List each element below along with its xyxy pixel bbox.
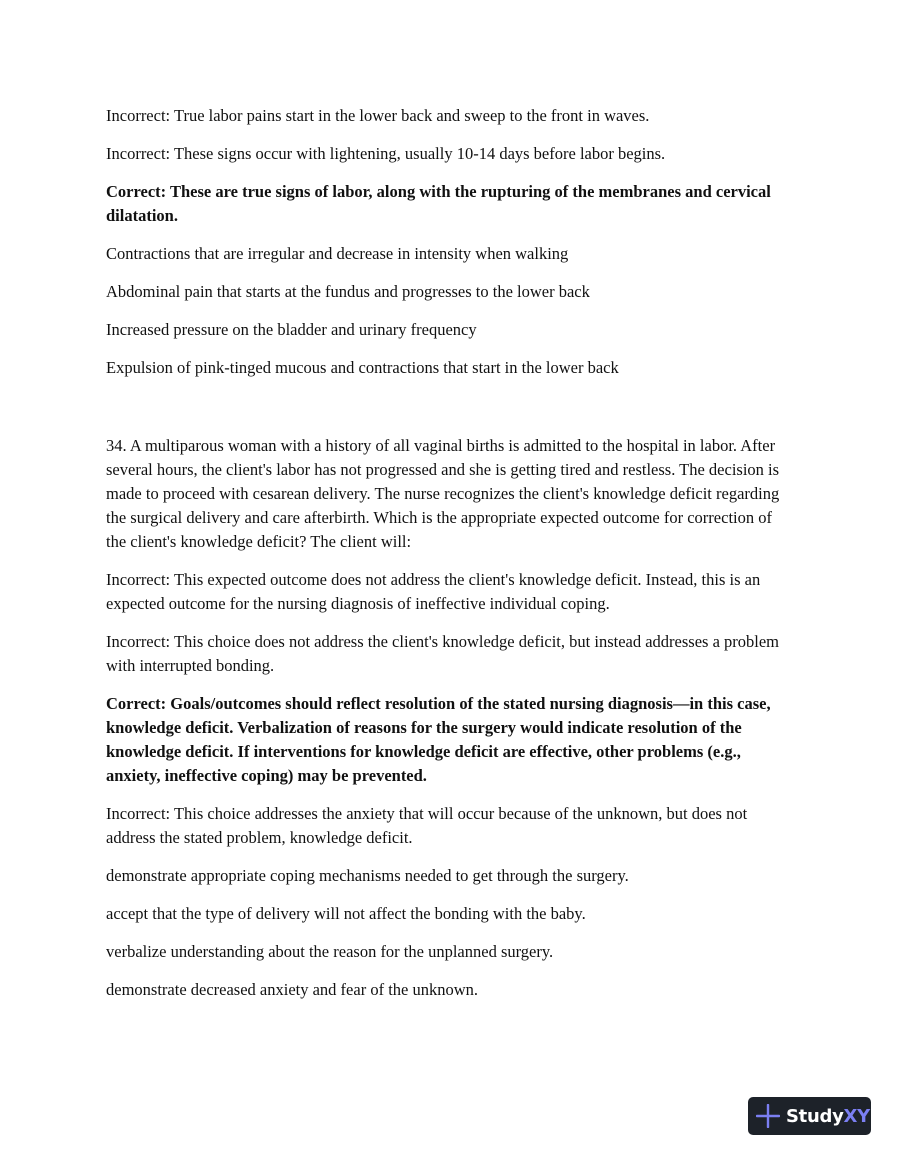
rationale-correct-knowledge-deficit: Correct: Goals/outcomes should reflect resolution of the stated nursing diagnosis—in this case, knowledge deficit. Verbalization of reasons for the surgery would indicate resolution of the knowledge deficit. If interventions for knowledge deficit are effective, other problems (e.g., anxiety, ineffective coping) may be prevented. bbox=[106, 694, 771, 785]
option-irregular-contractions: Contractions that are irregular and decrease in intensity when walking bbox=[106, 244, 569, 263]
answer-block-previous bbox=[106, 104, 796, 380]
rationale-interrupted-bonding: Incorrect: This choice does not address the client's knowledge deficit, but instead addresses a problem with interrupted bonding. bbox=[106, 632, 780, 675]
logo-text-xy: XY bbox=[843, 1105, 870, 1127]
logo-wordmark bbox=[786, 1106, 870, 1127]
rationale-true-labor-pains: Incorrect: True labor pains start in the lower back and sweep to the front in waves. bbox=[106, 106, 650, 125]
question-34-block bbox=[106, 434, 796, 1002]
question-34-stem: 34. A multiparous woman with a history of all vaginal births is admitted to the hospital in labor. After several hours, the client's labor has not progressed and she is getting tired and restless. The decision is made to proceed with cesarean delivery. The nurse recognizes the client's knowledge deficit regarding the surgical delivery and care afterbirth. Which is the appropriate expected outcome for correction of the client's knowledge deficit? The client will: bbox=[106, 436, 780, 551]
rationale-ineffective-coping: Incorrect: This expected outcome does not address the client's knowledge deficit. Instead, this is an expected outcome for the nursing diagnosis of ineffective individual coping. bbox=[106, 570, 761, 613]
studyxy-logo[interactable] bbox=[748, 1097, 871, 1135]
rationale-anxiety: Incorrect: This choice addresses the anxiety that will occur because of the unknown, but does not address the stated problem, knowledge deficit. bbox=[106, 804, 748, 847]
plus-icon bbox=[756, 1104, 780, 1128]
option-verbalize-understanding: verbalize understanding about the reason for the unplanned surgery. bbox=[106, 942, 554, 961]
rationale-lightening-signs: Incorrect: These signs occur with lightening, usually 10-14 days before labor begins. bbox=[106, 144, 666, 163]
option-abdominal-pain: Abdominal pain that starts at the fundus and progresses to the lower back bbox=[106, 282, 590, 301]
option-decreased-anxiety: demonstrate decreased anxiety and fear of the unknown. bbox=[106, 980, 479, 999]
option-accept-bonding: accept that the type of delivery will not affect the bonding with the baby. bbox=[106, 904, 586, 923]
section-gap bbox=[106, 394, 796, 434]
logo-text-study: Study bbox=[786, 1105, 844, 1127]
option-pink-tinged-mucous: Expulsion of pink-tinged mucous and contractions that start in the lower back bbox=[106, 358, 619, 377]
option-coping-mechanisms: demonstrate appropriate coping mechanisms needed to get through the surgery. bbox=[106, 866, 629, 885]
option-bladder-pressure: Increased pressure on the bladder and urinary frequency bbox=[106, 320, 477, 339]
document-page bbox=[106, 104, 796, 1016]
rationale-correct-true-signs: Correct: These are true signs of labor, along with the rupturing of the membranes and cervical dilatation. bbox=[106, 182, 771, 225]
